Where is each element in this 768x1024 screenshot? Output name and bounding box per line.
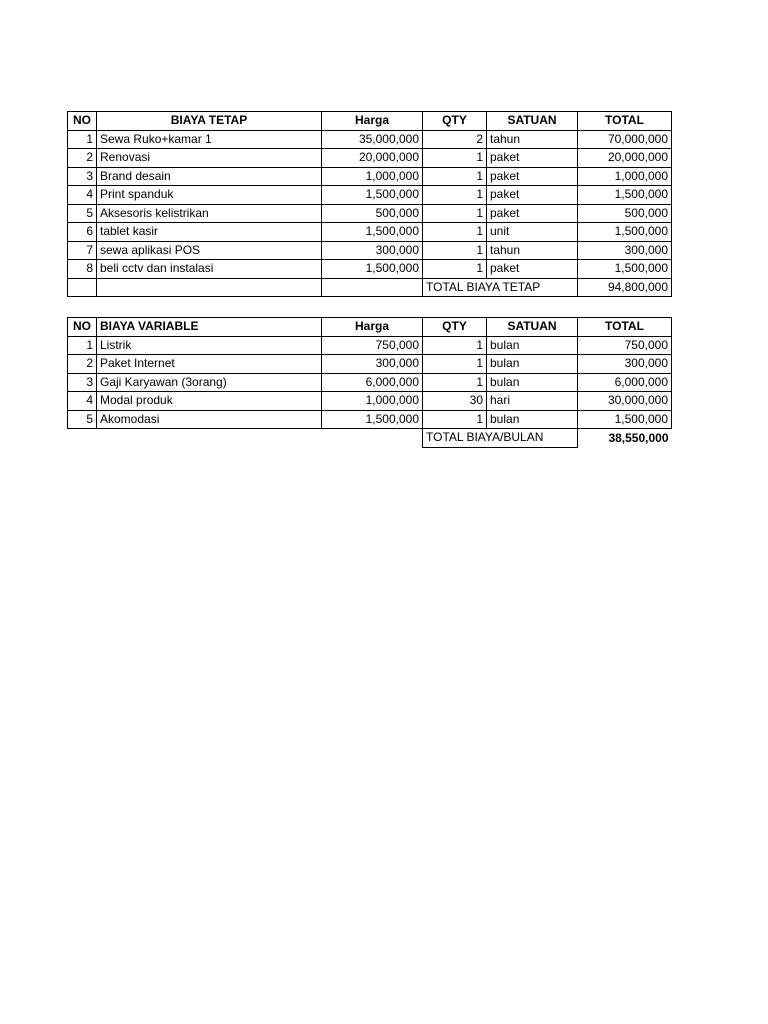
row-qty: 1 [423,373,487,392]
row-total: 1,000,000 [578,167,672,186]
row-harga: 35,000,000 [322,130,423,149]
row-satuan: unit [487,223,578,242]
row-harga: 6,000,000 [322,373,423,392]
row-satuan: hari [487,392,578,411]
header-total: TOTAL [578,112,672,131]
row-harga: 1,500,000 [322,410,423,429]
empty-cell [68,429,97,448]
row-desc: Sewa Ruko+kamar 1 [97,130,322,149]
row-no: 1 [68,336,97,355]
row-harga: 1,500,000 [322,186,423,205]
row-qty: 1 [423,410,487,429]
empty-cell [68,278,97,297]
row-desc: Paket Internet [97,355,322,374]
row-total: 750,000 [578,336,672,355]
row-no: 4 [68,186,97,205]
row-harga: 1,000,000 [322,167,423,186]
row-satuan: paket [487,204,578,223]
row-no: 6 [68,223,97,242]
row-total: 1,500,000 [578,186,672,205]
header-desc: BIAYA VARIABLE [97,318,322,337]
row-satuan: paket [487,149,578,168]
variable-cost-body [68,318,672,448]
row-qty: 1 [423,223,487,242]
row-no: 3 [68,167,97,186]
header-row [68,112,672,131]
row-desc: Print spanduk [97,186,322,205]
header-total: TOTAL [578,318,672,337]
row-desc: Listrik [97,336,322,355]
row-harga: 300,000 [322,241,423,260]
row-qty: 1 [423,204,487,223]
row-desc: Aksesoris kelistrikan [97,204,322,223]
row-harga: 500,000 [322,204,423,223]
header-no: NO [68,112,97,131]
row-satuan: bulan [487,410,578,429]
row-desc: sewa aplikasi POS [97,241,322,260]
empty-cell [322,278,423,297]
row-total: 1,500,000 [578,260,672,279]
row-harga: 750,000 [322,336,423,355]
row-no: 3 [68,373,97,392]
row-qty: 1 [423,355,487,374]
row-qty: 1 [423,241,487,260]
table-row [68,355,672,374]
total-label: TOTAL BIAYA TETAP [423,278,578,297]
total-value: 38,550,000 [578,429,672,448]
row-satuan: paket [487,167,578,186]
row-satuan: paket [487,260,578,279]
row-no: 7 [68,241,97,260]
row-desc: Renovasi [97,149,322,168]
row-total: 6,000,000 [578,373,672,392]
row-satuan: paket [487,186,578,205]
total-label: TOTAL BIAYA/BULAN [423,429,578,448]
table-row [68,392,672,411]
row-desc: tablet kasir [97,223,322,242]
row-no: 8 [68,260,97,279]
row-qty: 1 [423,336,487,355]
row-no: 2 [68,149,97,168]
empty-cell [97,278,322,297]
row-satuan: bulan [487,336,578,355]
row-satuan: bulan [487,373,578,392]
empty-cell [322,429,423,448]
table-row [68,223,672,242]
row-no: 5 [68,410,97,429]
row-qty: 2 [423,130,487,149]
row-total: 300,000 [578,241,672,260]
header-satuan: SATUAN [487,318,578,337]
header-satuan: SATUAN [487,112,578,131]
row-qty: 1 [423,167,487,186]
row-qty: 1 [423,260,487,279]
row-total: 300,000 [578,355,672,374]
row-desc: beli cctv dan instalasi [97,260,322,279]
variable-cost-table [67,317,672,448]
row-satuan: tahun [487,130,578,149]
total-value: 94,800,000 [578,278,672,297]
row-desc: Akomodasi [97,410,322,429]
table-row [68,204,672,223]
table-row [68,373,672,392]
table-row [68,410,672,429]
header-harga: Harga [322,318,423,337]
row-harga: 1,500,000 [322,223,423,242]
header-no: NO [68,318,97,337]
table-row [68,149,672,168]
row-total: 1,500,000 [578,410,672,429]
row-no: 1 [68,130,97,149]
total-row [68,429,672,448]
row-desc: Brand desain [97,167,322,186]
header-harga: Harga [322,112,423,131]
row-no: 2 [68,355,97,374]
fixed-cost-body [68,112,672,297]
row-harga: 1,500,000 [322,260,423,279]
row-satuan: tahun [487,241,578,260]
row-no: 5 [68,204,97,223]
row-total: 30,000,000 [578,392,672,411]
header-row [68,318,672,337]
fixed-cost-table [67,111,672,297]
row-total: 20,000,000 [578,149,672,168]
row-qty: 30 [423,392,487,411]
row-total: 1,500,000 [578,223,672,242]
row-no: 4 [68,392,97,411]
table-row [68,167,672,186]
row-harga: 300,000 [322,355,423,374]
table-row [68,241,672,260]
total-row [68,278,672,297]
row-desc: Modal produk [97,392,322,411]
header-desc: BIAYA TETAP [97,112,322,131]
table-row [68,130,672,149]
empty-cell [97,429,322,448]
header-qty: QTY [423,318,487,337]
table-row [68,336,672,355]
row-harga: 20,000,000 [322,149,423,168]
table-row [68,186,672,205]
row-harga: 1,000,000 [322,392,423,411]
row-qty: 1 [423,149,487,168]
row-desc: Gaji Karyawan (3orang) [97,373,322,392]
row-qty: 1 [423,186,487,205]
header-qty: QTY [423,112,487,131]
row-total: 70,000,000 [578,130,672,149]
table-row [68,260,672,279]
row-total: 500,000 [578,204,672,223]
row-satuan: bulan [487,355,578,374]
